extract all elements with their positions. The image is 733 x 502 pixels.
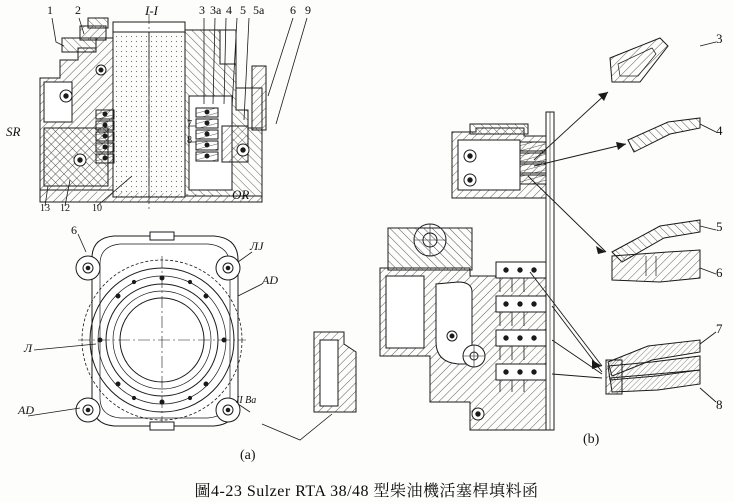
label-detail-4: 4 — [716, 123, 723, 138]
label-detail-3: 3 — [716, 31, 723, 46]
panel-a-tag: (a) — [240, 448, 256, 463]
label-or: OR — [232, 187, 250, 202]
label-plan-ad-bottom: AD — [18, 403, 34, 417]
label-sr: SR — [6, 124, 21, 139]
label-detail-6: 6 — [716, 265, 723, 280]
detail-3 — [610, 38, 668, 82]
detail-7-8 — [606, 340, 700, 394]
label-2: 2 — [75, 3, 81, 17]
label-5: 5 — [240, 3, 246, 17]
label-4: 4 — [226, 3, 232, 17]
label-plan-ii-ba: II Ba — [236, 395, 257, 406]
plan-detail-block — [314, 332, 356, 412]
label-plan-aj: ЛJ — [250, 239, 264, 253]
label-1: 1 — [47, 3, 53, 17]
panel-b-tag: (b) — [583, 432, 600, 447]
label-detail-5: 5 — [716, 219, 723, 234]
label-6-top: 6 — [290, 3, 296, 17]
label-10: 10 — [92, 203, 102, 214]
detail-4 — [628, 118, 700, 152]
label-13: 13 — [40, 203, 50, 214]
label-9: 9 — [305, 3, 311, 17]
label-12: 12 — [60, 203, 70, 214]
label-plan-j: Л — [24, 341, 33, 355]
plan-view — [76, 232, 246, 430]
label-5a: 5a — [253, 3, 265, 17]
label-3: 3 — [199, 3, 205, 17]
label-detail-8: 8 — [716, 397, 723, 412]
label-3a: 3a — [210, 3, 222, 17]
label-plan-ad-top: AD — [262, 273, 278, 287]
section-view-right — [380, 112, 554, 430]
label-detail-7: 7 — [716, 321, 723, 336]
label-plan-6: 6 — [71, 223, 77, 237]
figure-caption: 圖4-23 Sulzer RTA 38/48 型柴油機活塞桿填料函 — [194, 483, 539, 500]
section-label: I-I — [145, 3, 158, 18]
section-view-upper — [40, 14, 266, 210]
detail-5-6 — [612, 220, 700, 282]
label-inner-7: 7 — [187, 119, 192, 130]
label-inner-8: 8 — [187, 135, 192, 146]
